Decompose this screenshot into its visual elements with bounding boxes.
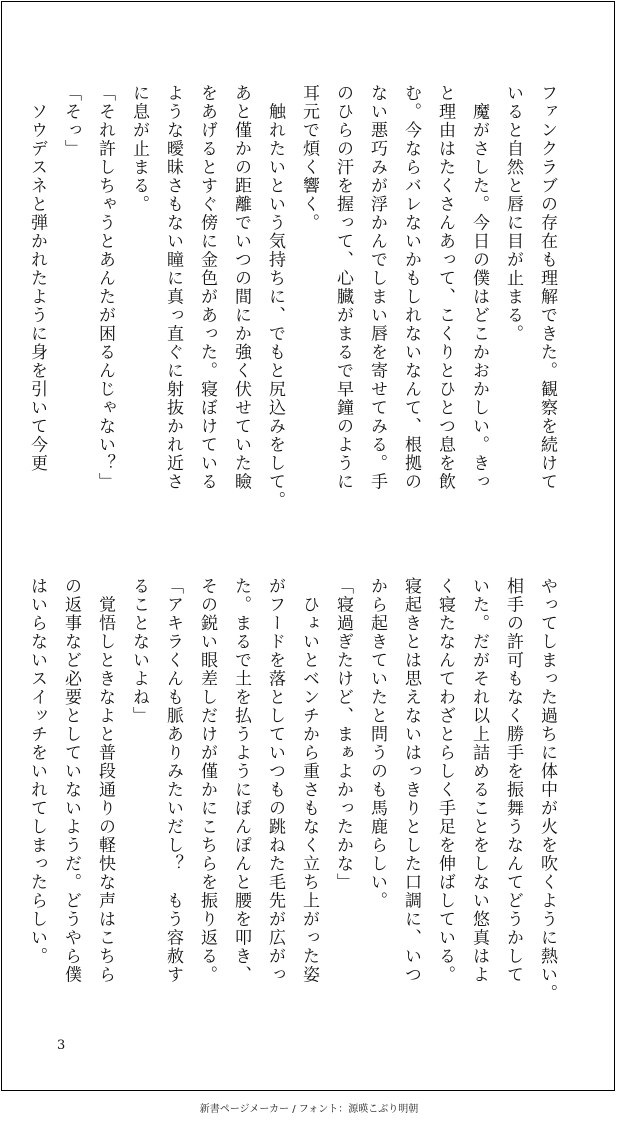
text-line: いた。だがそれ以上詰めることをしない悠真はよ [469,577,489,984]
text-line: いると自然と唇に目が止まる。 [503,84,523,343]
text-line: む。今ならバレないかもしれないなんて、根拠の [401,84,421,491]
text-line: と理由はたくさんあって、こくりとひとつ息を飲 [435,84,455,491]
text-line: 「そっ」 [61,84,81,158]
text-line: 触れたいという気持ちに、でもと尻込みをして。 [265,84,285,510]
text-line: 寝起きとは思えないはっきりとした口調に、いつ [401,577,421,984]
text-line: はいらないスイッチをいれてしまったらしい。 [27,577,47,966]
text-line: 「寝過ぎたけど、まぁよかったかな」 [333,577,353,892]
text-line: 相手の許可もなく勝手を振舞うなんてどうかして [503,577,523,984]
text-line: のひらの汗を握って、心臓がまるで早鐘のように [333,84,353,491]
footer-credit: 新書ページメーカー / フォント：源暎こぶり明朝 [199,1104,419,1115]
text-line: ひょいとベンチから重さもなく立ち上がった姿 [299,577,319,984]
text-line: ない悪巧みが浮かんでしまい唇を寄せてみる。手 [367,84,387,491]
text-line: やってしまった過ちに体中が火を吹くように熱い。 [537,577,557,1003]
upper-text-block [27,84,564,526]
text-line: から起きていたと問うのも馬鹿らしい。 [367,577,387,910]
text-line: 耳元で煩く響く。 [299,84,319,232]
text-line: をあげるとすぐ傍に金色があった。寝ぼけている [197,84,217,491]
text-line: がフードを落としていつもの跳ねた毛先が広がっ [265,577,285,984]
text-line: 覚悟しときなよと普段通りの軽快な声はこちら [95,577,115,984]
text-line: ソウデスネと弾かれたように身を引いて今更 [27,84,47,473]
text-line: ファンクラブの存在も理解できた。観察を続けて [537,84,557,491]
page-frame [1,1,615,1091]
text-line: ることないよね」 [129,577,149,725]
page-number: 3 [57,1038,66,1053]
text-line: く寝たなんてわざとらしく手足を伸ばしている。 [435,577,455,984]
text-line: ような曖昧さもない瞳に真っ直ぐに射抜かれ近さ [163,84,183,491]
text-line: 「それ許しちゃうとあんたが困るんじゃない？」 [95,84,115,491]
text-line: に息が止まる。 [129,84,149,214]
text-line: 「アキラくんも脈ありみたいだし？ もう容赦す [163,577,183,984]
lower-text-block [27,577,564,1017]
text-line: その鋭い眼差しだけが僅かにこちらを振り返る。 [197,577,217,984]
text-line: 魔がさした。今日の僕はどこかおかしい。きっ [469,84,489,491]
text-line: あと僅かの距離でいつの間にか強く伏せていた瞼 [231,84,251,491]
text-line: の返事など必要としていないようだ。どうやら僕 [61,577,81,984]
text-line: た。まるで土を払うようにぽんぽんと腰を叩き、 [231,577,251,984]
